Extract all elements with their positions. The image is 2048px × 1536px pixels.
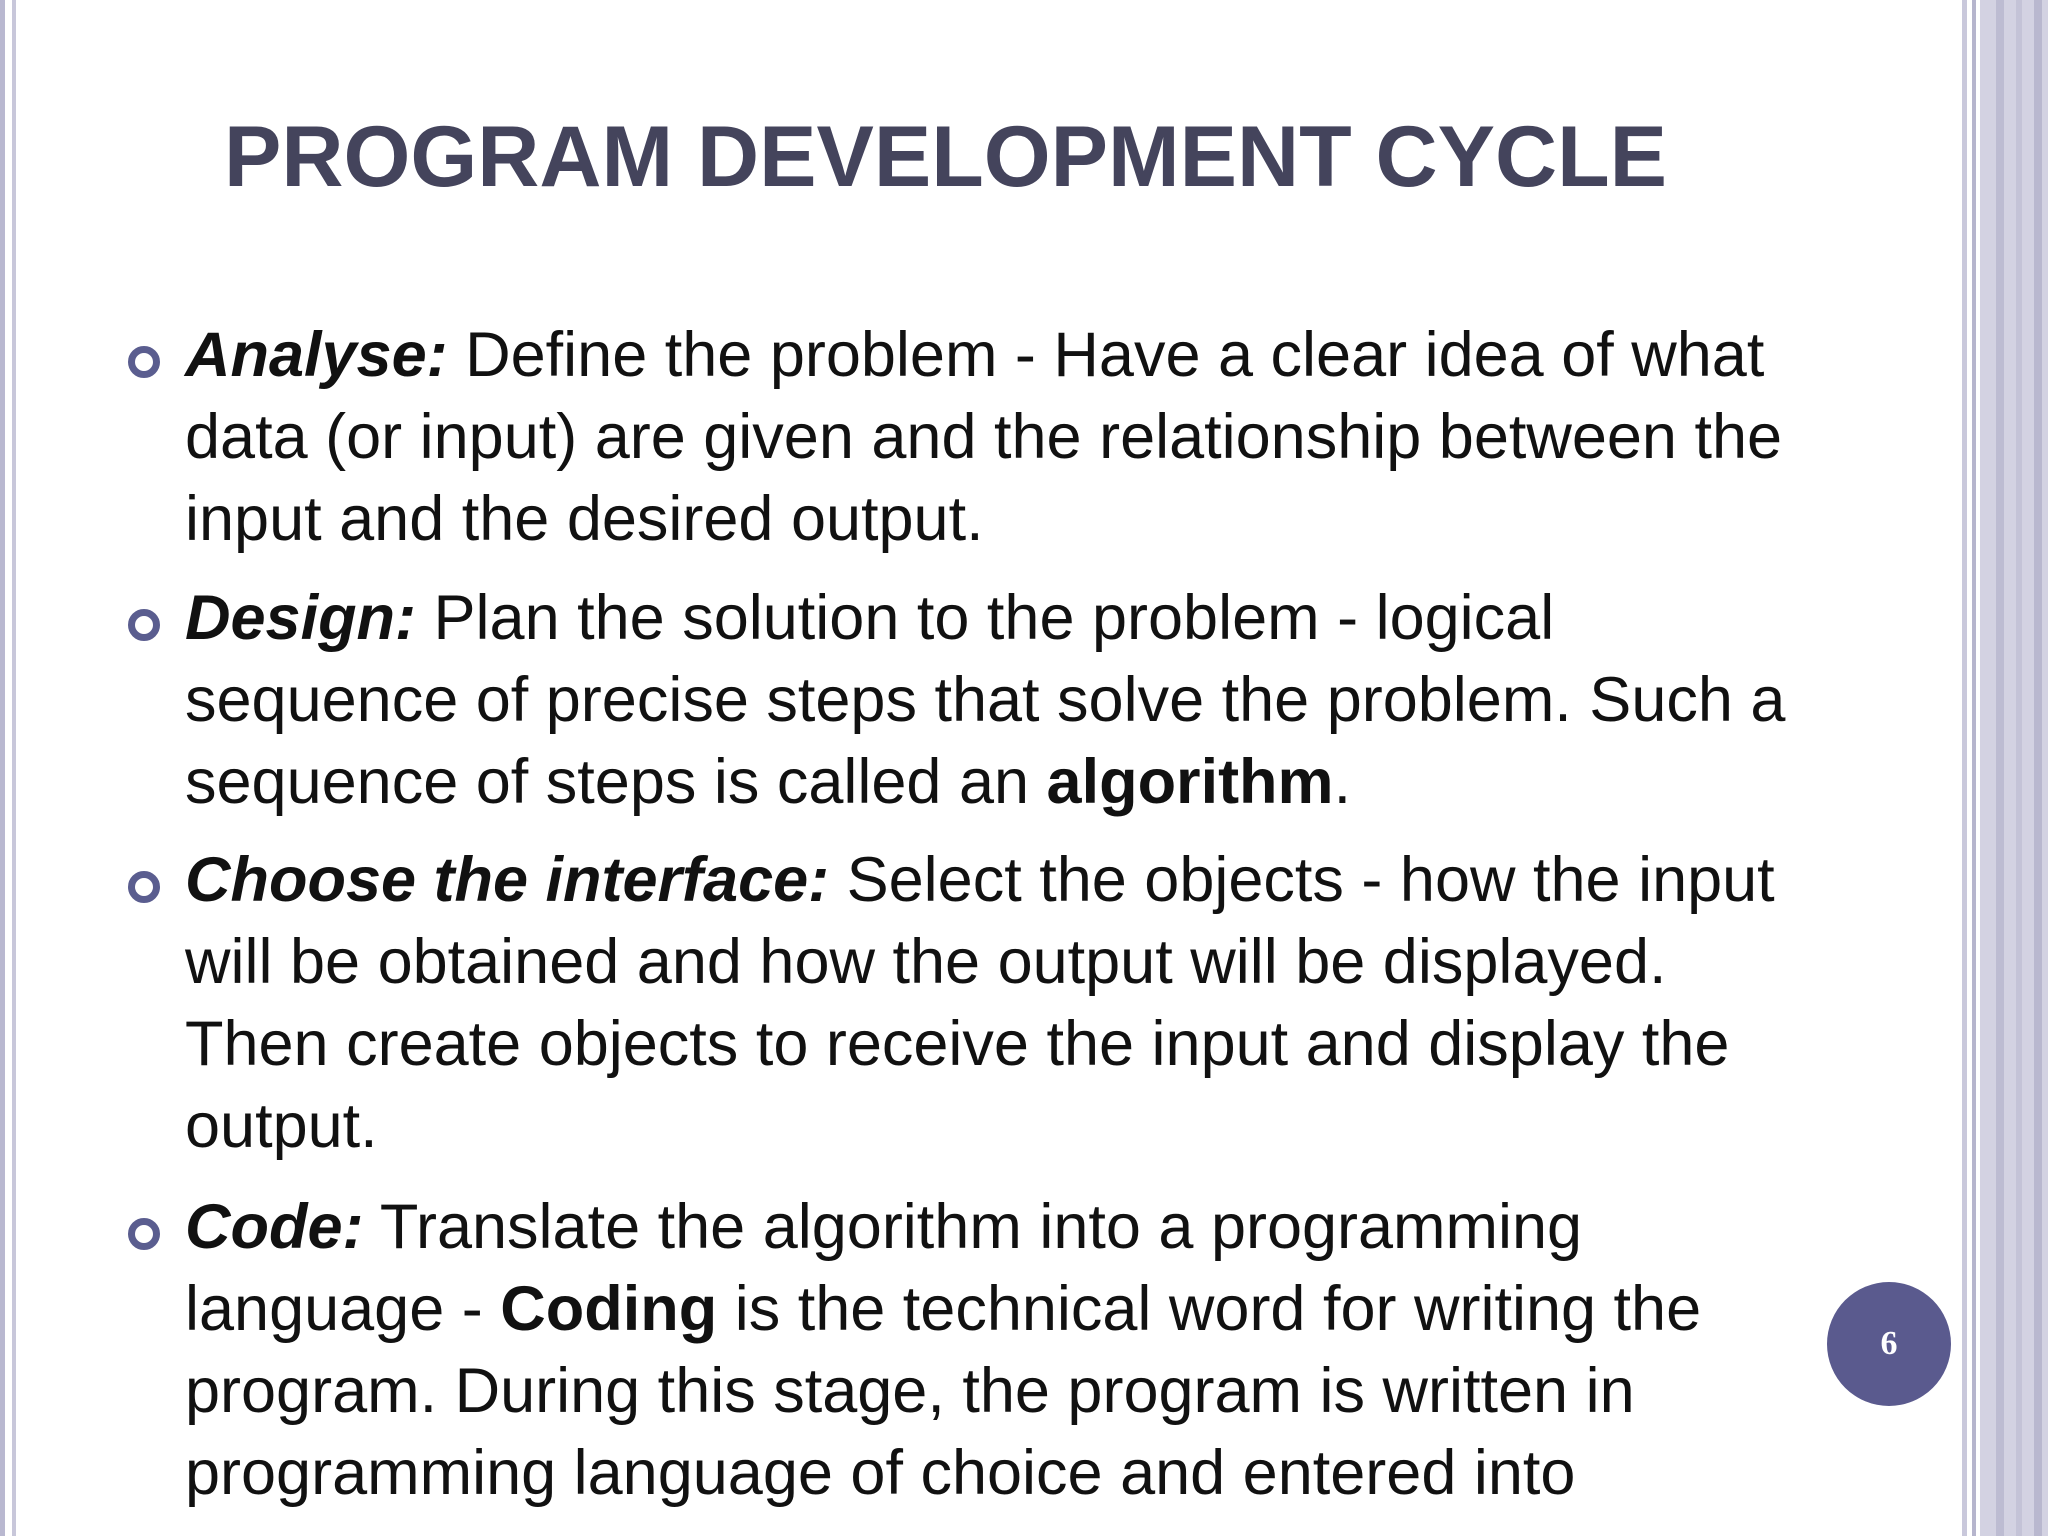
- bullet-text-end: is the technical word for writing the program. During this stage, the program is written in programming language of choice and entered into: [185, 1274, 1702, 1508]
- bullet-term: Design:: [185, 583, 417, 653]
- left-border-rule: [0, 0, 5, 1536]
- bullet-text: Plan the solution to the problem - logical sequence of precise steps that solve the problem. Such a sequence of steps is called an: [185, 583, 1786, 817]
- bullet-text: Define the problem - Have a clear idea of what data (or input) are given and the relationship between the input and the desired output.: [185, 320, 1783, 554]
- right-band-stripe: [2016, 0, 2022, 1536]
- bullet-term: Choose the interface:: [185, 845, 830, 915]
- bullet-ring-icon: [128, 1218, 160, 1250]
- bullet-item-design: [185, 577, 1825, 823]
- bullet-text: Translate the algorithm into a programming language -: [185, 1192, 1583, 1344]
- right-band-stripe: [2034, 0, 2042, 1536]
- bullet-bold-word: Coding: [500, 1274, 718, 1344]
- bullet-term: Analyse:: [185, 320, 448, 390]
- page-number-badge: 6: [1827, 1282, 1951, 1406]
- slide-title: PROGRAM DEVELOPMENT CYCLE: [224, 109, 1667, 205]
- bullet-item-analyse: [185, 314, 1825, 560]
- right-border-rule: [1962, 0, 1967, 1536]
- right-border-rule: [1972, 0, 1976, 1536]
- bullet-bold-word: algorithm: [1046, 747, 1334, 817]
- bullet-text: Select the objects - how the input will be obtained and how the output will be displayed. Then create objects to receive the input and display the output.: [185, 845, 1775, 1161]
- left-border-rule: [12, 0, 16, 1536]
- bullet-text-end: .: [1333, 747, 1352, 817]
- bullet-ring-icon: [128, 871, 160, 903]
- right-band-stripe: [1996, 0, 2004, 1536]
- bullet-term: Code:: [185, 1192, 364, 1262]
- bullet-item-code: [185, 1186, 1825, 1514]
- bullet-ring-icon: [128, 609, 160, 641]
- bullet-ring-icon: [128, 346, 160, 378]
- bullet-item-choose-interface: [185, 839, 1825, 1167]
